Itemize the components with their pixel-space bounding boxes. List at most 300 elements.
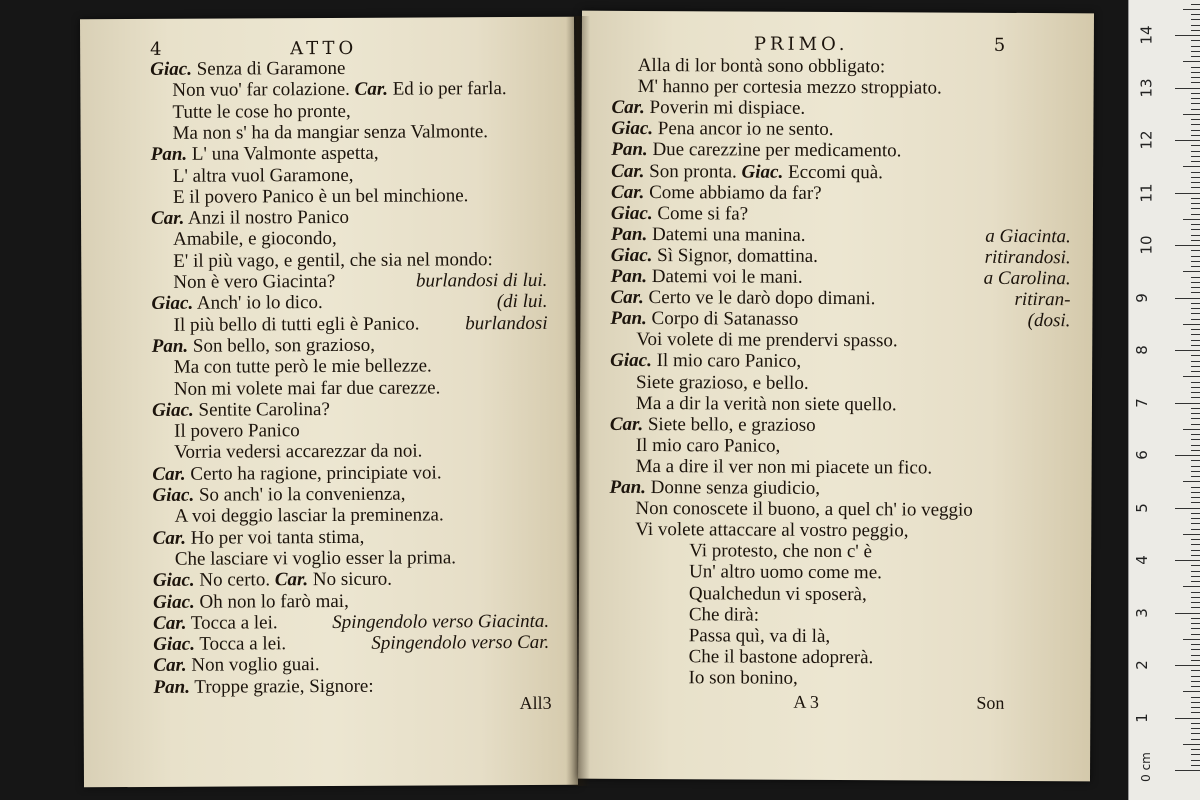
ruler-tick [1191,424,1200,425]
verse-text: Ed io per farla. [392,78,507,100]
speaker-name: Giac. [152,591,195,613]
verse-text: Senza di Garamone [196,57,346,80]
ruler-number: 14 [1137,25,1156,45]
ruler-tick [1191,77,1200,78]
ruler-tick [1191,98,1200,99]
text-line [689,562,882,584]
text-line [153,590,349,612]
verse-text: Qualchedun vi sposerà, [688,582,867,605]
ruler-tick [1191,124,1200,125]
speaker-name: Giac. [150,58,192,80]
ruler-tick [1175,140,1200,141]
ruler-tick [1191,697,1200,698]
ruler-tick [1191,308,1200,309]
ruler-tick [1191,523,1200,524]
text-line [689,625,831,647]
text-line [688,667,797,689]
verse-text: Due carezzine per medicamento. [652,139,902,162]
ruler-tick [1191,82,1200,83]
ruler-number: 12 [1137,130,1156,150]
ruler-tick [1191,361,1200,362]
ruler-number: 2 [1132,660,1151,670]
ruler-tick [1191,292,1200,293]
ruler-tick [1183,219,1200,220]
speaker-name: Giac. [151,293,194,315]
text-line [611,181,822,203]
verse-text: Voi volete di me prendervi spasso. [636,329,898,352]
speaker-name: Pan. [151,335,189,357]
verse-text: A voi deggio lasciar la preminenza. [174,504,444,528]
ruler-tick [1191,240,1200,241]
ruler-tick [1191,319,1200,320]
speaker-name: Giac. [610,202,653,224]
stage-direction: (di lui. [496,291,548,313]
verse-text: Non voglio guai. [191,654,320,677]
ruler-tick [1191,649,1200,650]
ruler-tick [1191,623,1200,624]
ruler-tick [1183,166,1200,167]
ruler-tick [1175,245,1200,246]
verse-text: Ma a dir la verità non siete quello. [635,392,897,415]
ruler-tick [1191,340,1200,341]
verse-text: Corpo di Satanasso [651,308,799,330]
text-line [689,646,874,668]
text-line [150,58,345,80]
speaker-name: Pan. [611,139,648,161]
text-line [636,456,933,479]
catchword: Son [976,692,1005,713]
ruler-tick [1191,203,1200,204]
verse-text: No sicuro. [312,568,393,591]
text-line [636,393,897,415]
text-line [611,97,805,119]
ruler-tick [1191,749,1200,750]
verse-text: Come si fa? [657,202,749,225]
ruler-tick [1191,130,1200,131]
verse-text: Come abbiamo da far? [649,181,822,204]
ruler-number: 11 [1137,182,1156,203]
ruler-tick [1191,387,1200,388]
text-line [636,371,809,393]
ruler-tick [1183,481,1200,482]
ruler-number: 10 [1137,235,1156,255]
verse-text: Un' altro uomo come me. [689,561,882,584]
text-line [152,484,405,506]
verse-text: Io son bonino, [688,667,798,689]
speaker-name: Car. [611,160,645,182]
text-line [611,245,818,267]
ruler-tick [1191,282,1200,283]
verse-text: Anzi il nostro Panico [187,206,350,229]
verse-text: Il più bello di tutti egli è Panico. [173,313,420,336]
ruler-tick [1191,550,1200,551]
ruler-tick [1191,145,1200,146]
verse-text: Son bello, son grazioso, [192,334,376,357]
running-head: PRIMO. [753,33,849,56]
ruler-tick [1183,429,1200,430]
ruler-tick [1191,46,1200,47]
ruler-tick [1191,581,1200,582]
ruler-tick [1191,660,1200,661]
ruler-tick [1191,135,1200,136]
verse-text: Alla di lor bontà sono obbligato: [637,54,886,78]
speaker-name: Giac. [611,118,654,140]
verse-text: Vi protesto, che non c' è [689,540,872,563]
verse-text: Certo ha ragione, principiate voi. [190,462,442,485]
ruler-tick [1191,418,1200,419]
ruler-tick [1191,287,1200,288]
text-line [611,266,803,288]
ruler-tick [1191,261,1200,262]
ruler-tick [1175,665,1200,666]
ruler-number: 7 [1132,397,1151,408]
ruler-tick [1191,439,1200,440]
verse-text: E' il più vago, e gentil, che sia nel mondo: [173,248,493,272]
text-line [151,143,379,165]
speaker-name: Giac. [152,569,195,592]
text-block [578,11,1094,782]
ruler-tick [1191,702,1200,703]
speaker-name: Pan. [610,223,648,245]
ruler-tick [1191,602,1200,603]
text-line [153,633,286,655]
ruler-tick [1191,450,1200,451]
verse-text: Tocca a lei. [199,633,287,655]
ruler-tick [1191,72,1200,73]
verse-text: Non è vero Giacinta? [173,270,336,293]
text-line [152,462,441,485]
ruler-tick [1191,156,1200,157]
verse-text: Non vuo' far colazione. [172,79,350,102]
speaker-name: Car. [274,569,309,591]
ruler-tick [1191,56,1200,57]
ruler-tick [1191,67,1200,68]
ruler-tick [1191,634,1200,635]
text-line [174,377,440,399]
ruler-unit-label: 0 cm [1138,752,1153,782]
signature-mark: A 3 [793,691,819,712]
ruler-tick [1191,208,1200,209]
ruler-tick [1191,266,1200,267]
speaker-name: Giac. [153,633,196,656]
ruler-tick [1191,539,1200,540]
ruler-tick [1183,9,1200,10]
ruler-tick [1191,408,1200,409]
ruler-tick [1191,224,1200,225]
ruler-tick [1175,35,1200,36]
ruler-tick [1191,14,1200,15]
text-line [611,139,901,162]
ruler-tick [1191,235,1200,236]
text-line [152,399,330,421]
text-line [173,249,493,272]
ruler-number: 13 [1137,77,1156,98]
ruler-tick [1191,555,1200,556]
ruler-tick [1191,460,1200,461]
ruler-tick [1191,329,1200,330]
text-line [153,569,392,591]
ruler-tick [1175,350,1200,351]
ruler-tick [1175,455,1200,456]
ruler-tick [1191,355,1200,356]
ruler-tick [1191,618,1200,619]
ruler-tick [1183,691,1200,692]
ruler-tick [1191,434,1200,435]
speaker-name: Car. [152,527,187,549]
verse-text: Sì Signor, domattina. [657,244,818,267]
speaker-name: Car. [609,413,644,435]
ruler-tick [1191,93,1200,94]
text-line [689,604,759,625]
ruler-tick [1191,25,1200,26]
ruler-tick [1191,151,1200,152]
text-line [610,308,798,330]
verse-text: Donne senza giudicio, [650,477,821,499]
text-line [173,121,489,144]
ruler-tick [1191,177,1200,178]
ruler-tick [1191,723,1200,724]
text-line [174,420,300,442]
ruler-tick [1191,214,1200,215]
ruler-tick [1191,518,1200,519]
ruler-number: 8 [1132,345,1151,355]
speaker-name: Giac. [151,399,194,421]
verse-text: Poverin mi dispiace. [649,97,806,120]
ruler-tick [1191,476,1200,477]
ruler-tick [1191,681,1200,682]
speaker-name: Pan. [153,676,190,698]
verse-text: Vi volete attaccare al vostro peggio, [635,519,909,542]
verse-text: L' altra vuol Garamone, [172,164,354,187]
text-line [175,505,444,527]
verse-text: Vorria vedersi accarezzar da noi. [174,440,423,464]
verse-text: So anch' io la convenienza, [198,483,406,506]
verse-text: Siete bello, e grazioso [647,413,816,436]
ruler-tick [1191,544,1200,545]
ruler-tick [1191,334,1200,335]
text-line [175,547,456,569]
speaker-name: Car. [611,97,645,119]
ruler-tick [1191,187,1200,188]
ruler-tick [1183,744,1200,745]
stage-direction: burlandosi di lui. [415,269,548,292]
ruler-tick [1175,193,1200,194]
text-line [172,100,350,122]
speaker-name: Car. [153,612,187,634]
ruler-tick [1191,119,1200,120]
text-line [610,414,816,436]
text-line [611,203,748,225]
stage-direction: ritirandosi. [984,246,1071,269]
ruler-tick [1191,250,1200,251]
ruler-tick [1191,728,1200,729]
text-line [174,441,422,463]
ruler-tick [1175,613,1200,614]
verse-text: Tutte le cose ho pronte, [172,100,351,123]
text-line [173,271,335,293]
ruler-tick [1183,61,1200,62]
text-line [611,160,883,182]
text-line [173,185,469,208]
ruler-tick [1191,30,1200,31]
measurement-ruler [1128,0,1200,800]
speaker-name: Giac. [741,161,784,183]
verse-text: Eccomi quà. [787,161,884,183]
ruler-tick [1191,712,1200,713]
catchword: All3 [519,692,552,714]
stage-direction: Spingendolo verso Giacinta. [332,610,550,633]
ruler-tick [1191,765,1200,766]
ruler-tick [1191,644,1200,645]
verse-text: L' una Valmonte aspetta, [191,142,379,165]
ruler-tick [1191,502,1200,503]
ruler-tick [1175,508,1200,509]
text-line [609,477,820,499]
ruler-tick [1191,277,1200,278]
verse-text: Son pronta. [649,160,737,182]
verse-text: Che dirà: [688,603,760,626]
ruler-tick [1183,114,1200,115]
ruler-tick [1191,229,1200,230]
speaker-name: Car. [152,463,186,485]
text-line [172,78,506,101]
ruler-tick [1191,413,1200,414]
verse-text: Amabile, e giocondo, [173,228,337,251]
verse-text: Troppe grazie, Signore: [194,675,374,698]
verse-text: No certo. [199,569,271,591]
ruler-tick [1191,733,1200,734]
ruler-tick [1191,670,1200,671]
verse-text: Certo ve le darò dopo dimani. [648,287,876,310]
ruler-number: 1 [1132,712,1151,723]
verse-text: Ma non s' ha da mangiar senza Valmonte. [172,121,489,144]
ruler-tick [1191,51,1200,52]
ruler-tick [1191,592,1200,593]
stage-direction: a Giacinta. [985,225,1071,248]
text-line [173,164,354,186]
ruler-number: 5 [1132,502,1151,513]
ruler-tick [1183,639,1200,640]
ruler-tick [1191,345,1200,346]
ruler-tick [1183,271,1200,272]
ruler-tick [1183,376,1200,377]
verse-text: Passa quì, va di là, [688,624,831,647]
text-line [635,519,908,541]
ruler-tick [1191,576,1200,577]
text-line [610,287,875,309]
right-page [578,11,1094,782]
ruler-tick [1191,182,1200,183]
verse-text: Pena ancor io ne sento. [657,118,834,141]
ruler-tick [1191,607,1200,608]
ruler-tick [1191,4,1200,5]
stage-direction: burlandosi [465,312,548,334]
ruler-number: 9 [1132,292,1151,303]
ruler-tick [1191,513,1200,514]
ruler-tick [1191,686,1200,687]
ruler-tick [1191,529,1200,530]
verse-text: Ma con tutte però le mie bellezze. [173,355,432,378]
verse-text: Il mio caro Panico, [656,350,802,373]
verse-text: Ho per voi tanta stima, [190,526,365,549]
text-line [152,335,375,357]
ruler-tick [1191,565,1200,566]
verse-text: Il povero Panico [174,420,300,442]
verse-text: M' hanno per cortesia mezzo stroppiato. [637,76,942,99]
text-line [689,583,867,605]
ruler-tick [1175,770,1200,771]
left-page [80,17,578,788]
verse-text: Non mi volete mai far due carezze. [173,376,441,400]
stage-direction: Spingendolo verso Car. [371,631,550,654]
stage-direction: ritiran- [1014,289,1071,311]
text-line [153,612,278,634]
text-line [174,313,420,335]
ruler-tick [1191,492,1200,493]
ruler-tick [1183,324,1200,325]
page-number: 5 [993,34,1006,56]
verse-text: Datemi voi le mani. [651,266,803,288]
text-line [151,207,349,229]
ruler-tick [1191,366,1200,367]
ruler-tick [1175,718,1200,719]
text-line [153,675,373,697]
ruler-tick [1191,754,1200,755]
text-line [636,329,897,351]
verse-text: Ma a dire il ver non mi piacete un fico. [635,455,933,479]
text-line [174,356,432,378]
ruler-tick [1191,382,1200,383]
ruler-tick [1191,707,1200,708]
ruler-tick [1191,109,1200,110]
ruler-tick [1175,88,1200,89]
speaker-name: Car. [150,207,185,230]
ruler-tick [1191,466,1200,467]
text-line [173,228,337,250]
ruler-tick [1175,298,1200,299]
speaker-name: Car. [610,286,644,309]
ruler-tick [1191,40,1200,41]
text-block [80,17,578,788]
verse-text: Oh non lo farò mai, [199,590,349,613]
text-line [636,435,781,457]
ruler-tick [1191,655,1200,656]
text-line [611,224,806,246]
ruler-tick [1191,19,1200,20]
ruler-number: 4 [1132,555,1151,565]
ruler-tick [1191,628,1200,629]
verse-text: Siete grazioso, e bello. [636,371,809,394]
ruler-tick [1191,161,1200,162]
ruler-tick [1175,560,1200,561]
speaker-name: Pan. [610,265,648,288]
ruler-tick [1191,497,1200,498]
ruler-tick [1191,471,1200,472]
text-line [153,654,319,676]
verse-text: Che lasciare vi voglio esser la prima. [174,547,457,570]
text-line [638,55,886,77]
ruler-number: 3 [1132,607,1151,618]
text-line [151,292,322,314]
text-line [610,350,801,372]
verse-text: Sentite Carolina? [198,398,330,421]
verse-text: E il povero Panico è un bel minchione. [172,185,469,208]
text-line [638,76,942,99]
text-line [153,526,365,548]
ruler-tick [1191,487,1200,488]
ruler-tick [1191,597,1200,598]
text-line [635,498,973,521]
